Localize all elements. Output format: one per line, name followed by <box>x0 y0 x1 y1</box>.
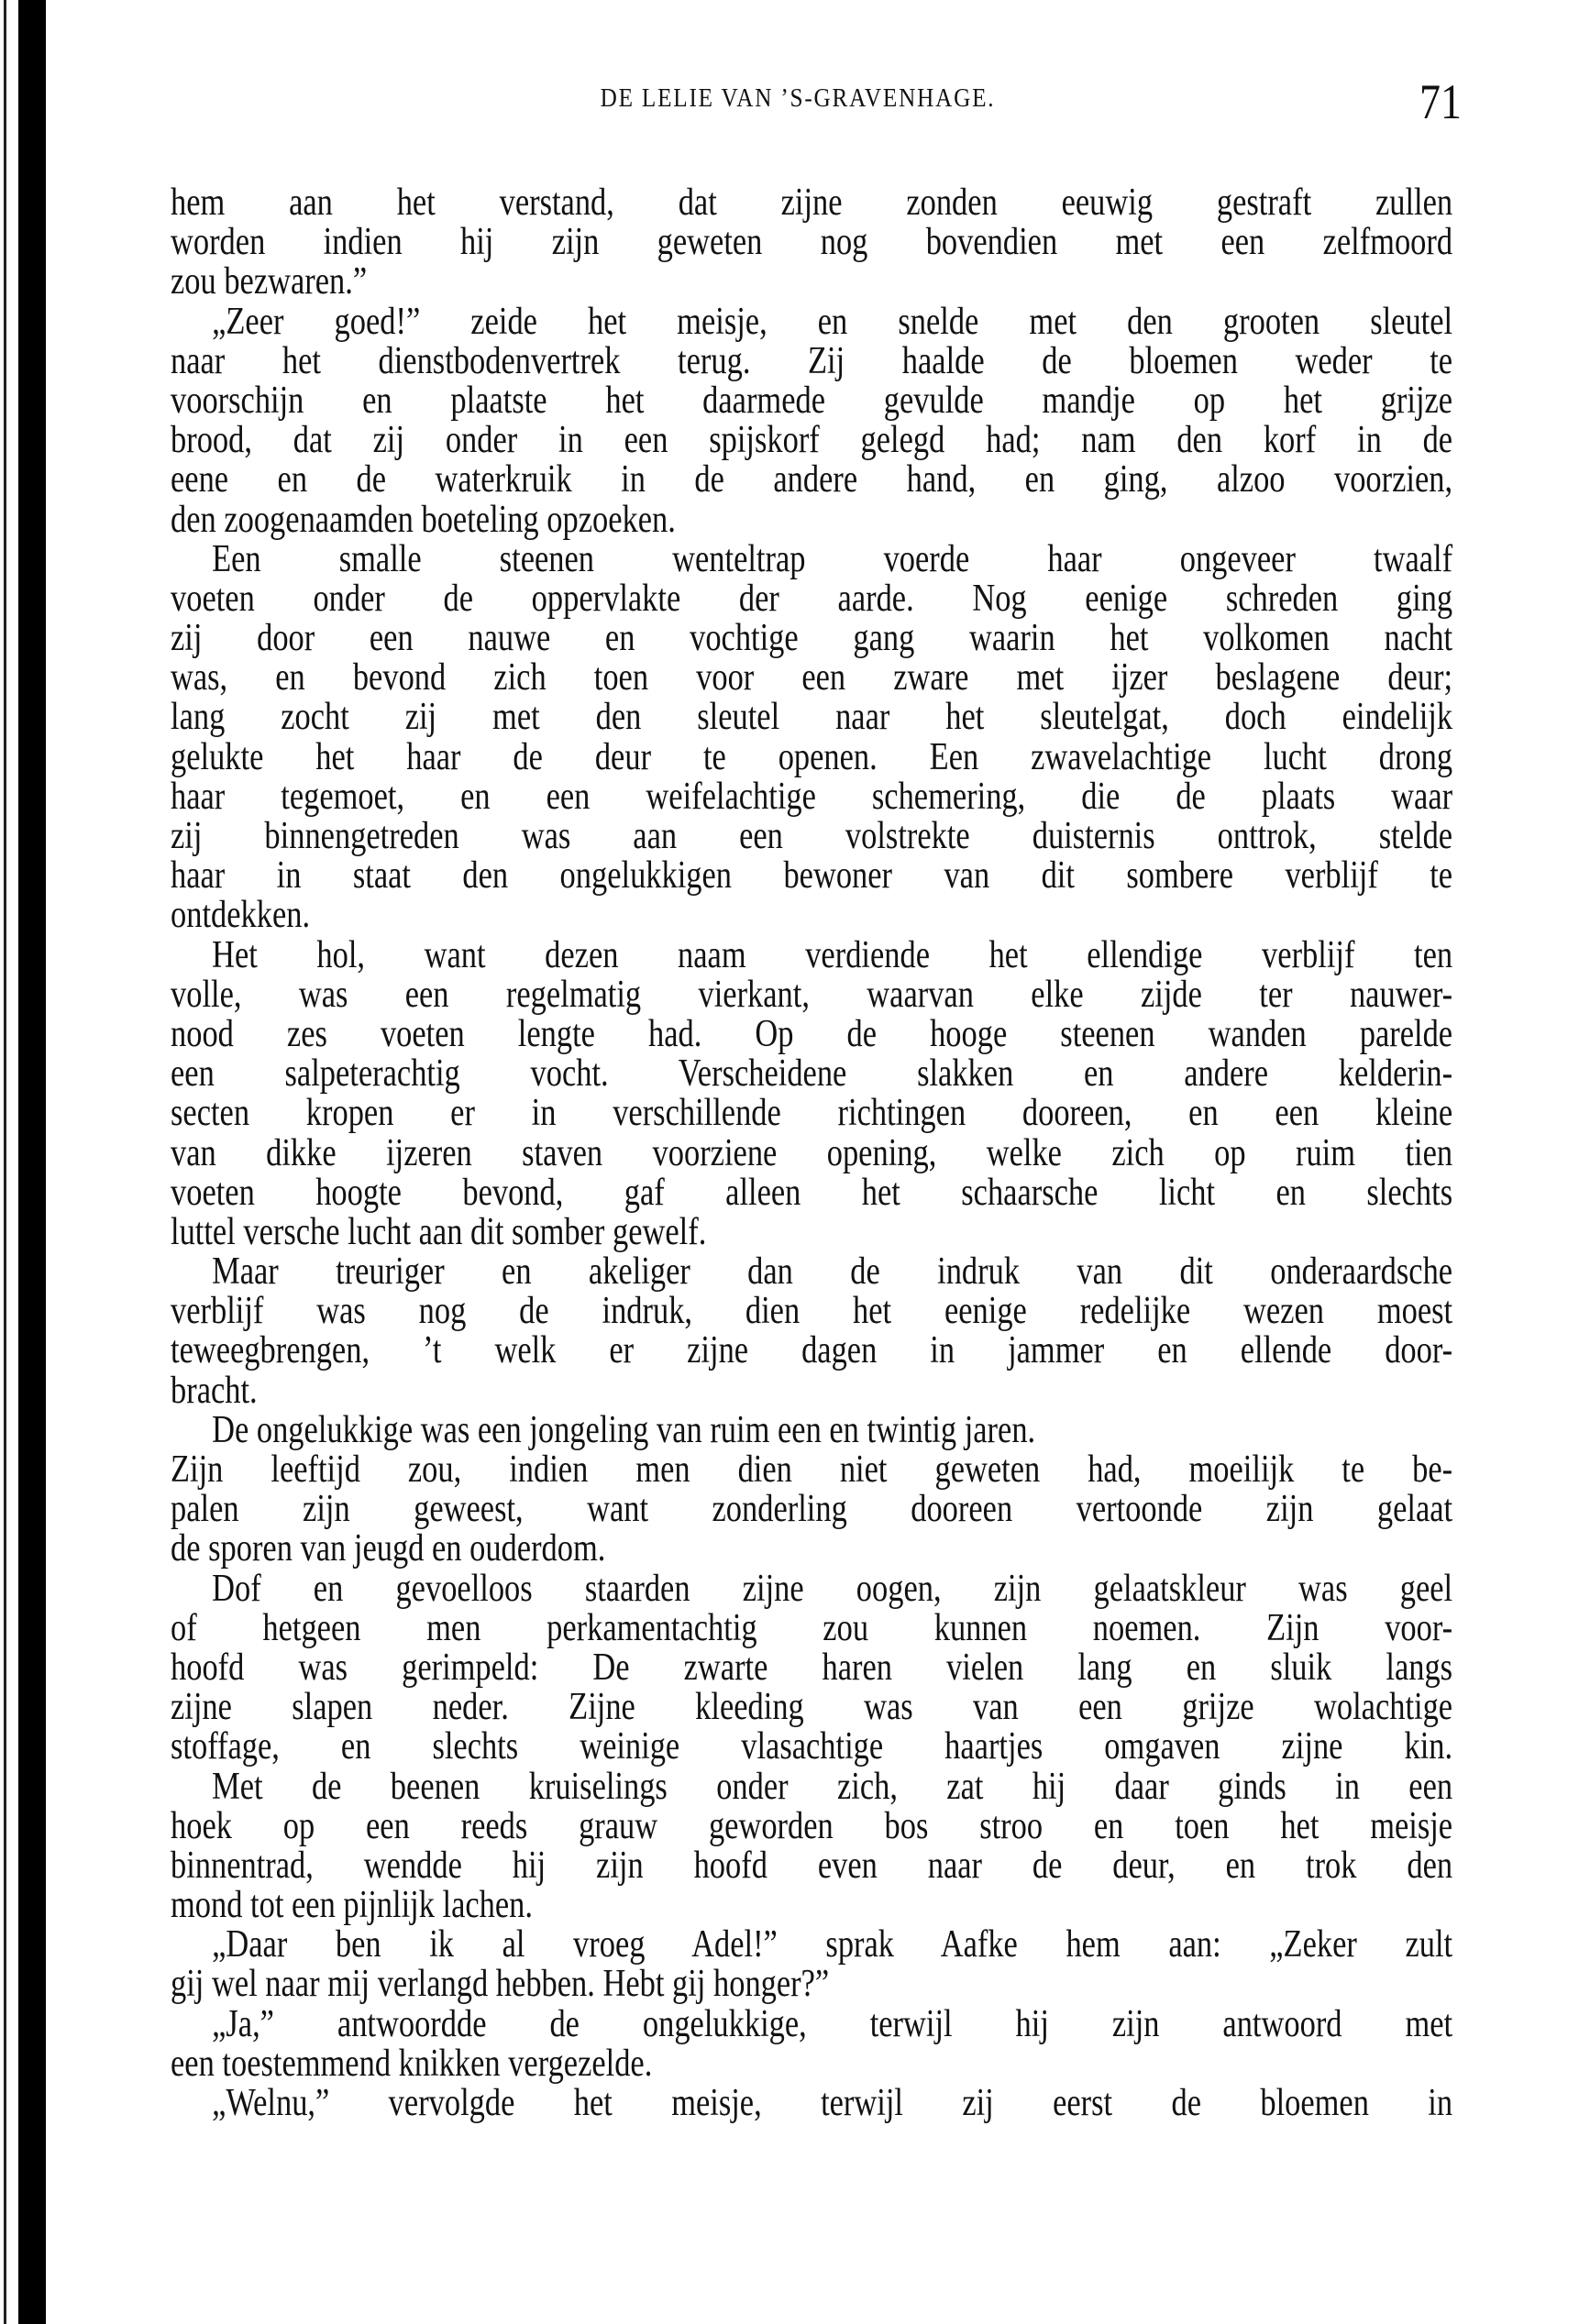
text-line: eene en de waterkruik in de andere hand, en ging, alzoo voorzien, <box>171 458 1453 501</box>
scan-edge-line <box>4 0 6 2324</box>
text-line: Dof en gevoelloos staarden zijne oogen, zijn gelaatskleur was geel <box>212 1567 1453 1610</box>
text-line: verblijf was nog de indruk, dien het eenige redelijke wezen moest <box>171 1290 1453 1333</box>
text-line: Maar treuriger en akeliger dan de indruk van dit onderaardsche <box>212 1250 1453 1294</box>
text-line: Het hol, want dezen naam verdiende het ellendige verblijf ten <box>212 933 1453 976</box>
running-header: DE LELIE VAN ’S-GRAVENHAGE. <box>600 84 996 113</box>
text-line: voeten hoogte bevond, gaf alleen het schaarsche licht en slechts <box>171 1171 1453 1214</box>
text-line: brood, dat zij onder in een spijskorf gelegd had; nam den korf in de <box>171 419 1453 462</box>
scan-binding-shadow <box>18 0 46 2324</box>
text-line: Zijn leeftijd zou, indien men dien niet geweten had, moeilijk te be- <box>171 1448 1453 1491</box>
text-line: zij door een nauwe en vochtige gang waarin het volkomen nacht <box>171 617 1453 660</box>
body-text <box>171 183 1452 2123</box>
text-line: teweegbrengen, ’t welk er zijne dagen in jammer en ellende door- <box>171 1329 1453 1372</box>
text-line: zijne slapen neder. Zijne kleeding was van een grijze wolachtige <box>171 1686 1453 1729</box>
text-line: mond tot een pijnlijk lachen. <box>171 1884 534 1927</box>
text-line: zou bezwaren.” <box>171 260 368 303</box>
text-line: voorschijn en plaatste het daarmede gevulde mandje op het grijze <box>171 379 1453 422</box>
text-line: worden indien hij zijn geweten nog bovendien met een zelfmoord <box>171 221 1453 264</box>
text-line: van dikke ijzeren staven voorziene opening, welke zich op ruim tien <box>171 1131 1453 1174</box>
text-line: binnentrad, wendde hij zijn hoofd even naar de deur, en trok den <box>171 1844 1453 1887</box>
text-line: gij wel naar mij verlangd hebben. Hebt gij honger?” <box>171 1963 830 2006</box>
text-line: De ongelukkige was een jongeling van ruim een en twintig jaren. <box>212 1408 1036 1451</box>
text-line: haar tegemoet, en een weifelachtige schemering, die de plaats waar <box>171 775 1453 818</box>
text-line: zij binnengetreden was aan een volstrekte duisternis onttrok, stelde <box>171 815 1453 857</box>
text-line: de sporen van jeugd en ouderdom. <box>171 1527 606 1570</box>
text-line: hem aan het verstand, dat zijne zonden eeuwig gestraft zullen <box>171 182 1453 224</box>
text-line: Met de beenen kruiselings onder zich, zat hij daar ginds in een <box>212 1765 1453 1808</box>
text-line: stoffage, en slechts weinige vlasachtige haartjes omgaven zijne kin. <box>171 1725 1453 1768</box>
page-number: 71 <box>1419 74 1462 129</box>
text-line: „Welnu,” vervolgde het meisje, terwijl zij eerst de bloemen in <box>212 2082 1453 2124</box>
text-line: „Zeer goed!” zeide het meisje, en snelde met den grooten sleutel <box>212 300 1453 343</box>
text-line: volle, was een regelmatig vierkant, waarvan elke zijde ter nauwer- <box>171 973 1453 1016</box>
text-line: lang zocht zij met den sleutel naar het sleutelgat, doch eindelijk <box>171 696 1453 739</box>
text-line: „Ja,” antwoordde de ongelukkige, terwijl hij zijn antwoord met <box>212 2002 1453 2045</box>
text-line: een salpeterachtig vocht. Verscheidene slakken en andere kelderin- <box>171 1052 1453 1096</box>
text-line: „Daar ben ik al vroeg Adel!” sprak Aafke hem aan: „Zeker zult <box>212 1923 1453 1966</box>
text-line: nood zes voeten lengte had. Op de hooge steenen wanden parelde <box>171 1012 1453 1055</box>
text-line: ontdekken. <box>171 894 311 937</box>
text-line: Een smalle steenen wenteltrap voerde haar ongeveer twaalf <box>212 537 1453 580</box>
text-line: was, en bevond zich toen voor een zware met ijzer beslagene deur; <box>171 656 1453 699</box>
text-line: hoek op een reeds grauw geworden bos stroo en toen het meisje <box>171 1804 1453 1847</box>
text-line: een toestemmend knikken vergezelde. <box>171 2042 653 2085</box>
text-line: secten kropen er in verschillende richtingen dooreen, en een kleine <box>171 1092 1453 1135</box>
text-line: bracht. <box>171 1369 258 1412</box>
text-line: hoofd was gerimpeld: De zwarte haren vielen lang en sluik langs <box>171 1646 1453 1689</box>
text-line: den zoogenaamden boeteling opzoeken. <box>171 498 676 541</box>
text-line: luttel versche lucht aan dit somber gewelf. <box>171 1210 707 1253</box>
text-line: voeten onder de oppervlakte der aarde. Nog eenige schreden ging <box>171 577 1453 620</box>
text-line: of hetgeen men perkamentachtig zou kunnen noemen. Zijn voor- <box>171 1606 1453 1649</box>
text-line: palen zijn geweest, want zonderling dooreen vertoonde zijn gelaat <box>171 1488 1453 1531</box>
text-line: gelukte het haar de deur te openen. Een zwavelachtige lucht drong <box>171 735 1453 778</box>
text-line: haar in staat den ongelukkigen bewoner van dit sombere verblijf te <box>171 854 1453 898</box>
text-line: naar het dienstbodenvertrek terug. Zij haalde de bloemen weder te <box>171 339 1453 382</box>
